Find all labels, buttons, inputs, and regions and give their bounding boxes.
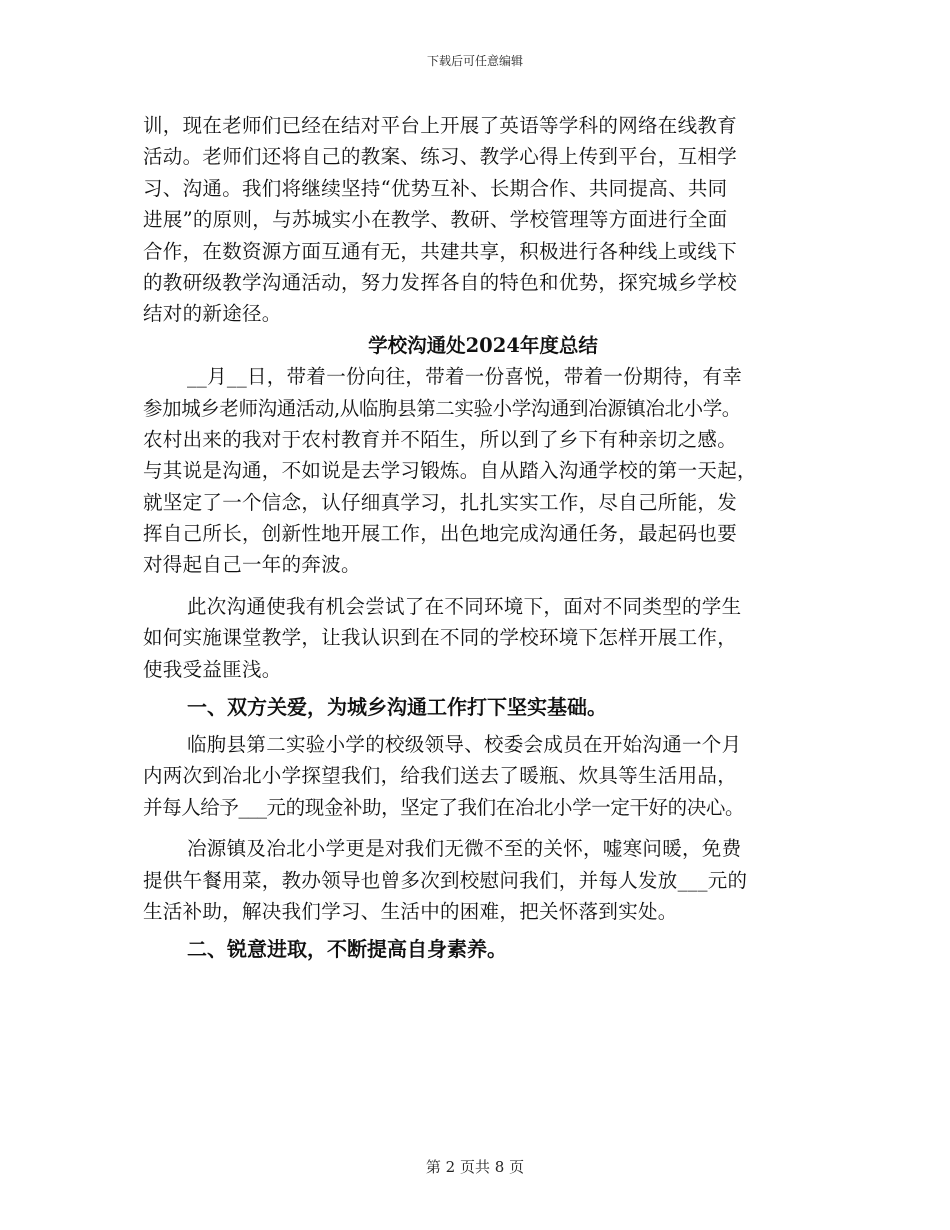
paragraph-4 xyxy=(143,729,823,823)
document-body xyxy=(143,110,823,971)
text-line: 使我受益匪浅。 xyxy=(143,657,282,681)
text-line: 并每人给予___元的现金补助，坚定了我们在冶北小学一定干好的决心。 xyxy=(143,795,745,819)
text-line: 结对的新途径。 xyxy=(143,302,282,326)
text-line: 农村出来的我对于农村教育并不陌生，所以到了乡下有种亲切之感。 xyxy=(143,427,738,451)
text-line: 如何实施课堂教学，让我认识到在不同的学校环境下怎样开展工作， xyxy=(143,626,738,650)
text-line: 临朐县第二实验小学的校级领导、校委会成员在开始沟通一个月 xyxy=(187,733,742,757)
spacer xyxy=(143,823,823,833)
section-title: 学校沟通处2024年度总结 xyxy=(368,333,598,357)
text-line: 的教研级教学沟通活动，努力发挥各自的特色和优势，探究城乡学校 xyxy=(143,270,738,294)
text-line: 提供午餐用菜，教办领导也曾多次到校慰问我们，并每人发放___元的 xyxy=(143,868,748,892)
spacer xyxy=(143,581,823,591)
text-line: 生活补助，解决我们学习、生活中的困难，把关怀落到实处。 xyxy=(143,899,678,923)
text-line: 内两次到冶北小学探望我们，给我们送去了暖瓶、炊具等生活用品， xyxy=(143,764,738,788)
paragraph-2 xyxy=(143,361,823,581)
text-line: 训，现在老师们已经在结对平台上开展了英语等学科的网络在线教育 xyxy=(143,114,738,137)
section-heading-2: 二、锐意进取，不断提高自身素养。 xyxy=(187,937,507,962)
text-line: 对得起自己一年的奔波。 xyxy=(143,553,361,577)
text-line: __月__日，带着一份向往，带着一份喜悦，带着一份期待，有幸 xyxy=(187,365,742,389)
page-number: 第 2 页共 8 页 xyxy=(425,1158,525,1176)
section-heading-1: 一、双方关爱，为城乡沟通工作打下坚实基础。 xyxy=(187,695,607,720)
paragraph-3 xyxy=(143,591,823,685)
paragraph-5 xyxy=(143,833,823,927)
page-header: 下载后可任意编辑 xyxy=(426,54,523,68)
text-line: 活动。老师们还将自己的教案、练习、教学心得上传到平台，互相学 xyxy=(143,145,738,169)
text-line: 合作，在数资源方面互通有无，共建共享，积极进行各种线上或线下 xyxy=(143,239,738,263)
text-line: 与其说是沟通，不如说是去学习锻炼。自从踏入沟通学校的第一天起， xyxy=(143,459,757,483)
paragraph-1 xyxy=(143,110,823,330)
text-line: 冶源镇及冶北小学更是对我们无微不至的关怀，嘘寒问暖，免费 xyxy=(187,837,742,861)
text-line: 进展”的原则，与苏城实小在教学、教研、学校管理等方面进行全面 xyxy=(143,208,728,232)
text-line: 挥自己所长，创新性地开展工作，出色地完成沟通任务，最起码也要 xyxy=(143,522,738,546)
text-line: 此次沟通使我有机会尝试了在不同环境下，面对不同类型的学生 xyxy=(187,594,742,618)
text-line: 参加城乡老师沟通活动,从临朐县第二实验小学沟通到冶源镇冶北小学。 xyxy=(143,396,741,420)
text-line: 习、沟通。我们将继续坚持“优势互补、长期合作、共同提高、共同 xyxy=(143,176,728,200)
text-line: 就坚定了一个信念，认仔细真学习，扎扎实实工作，尽自己所能，发 xyxy=(143,490,738,514)
